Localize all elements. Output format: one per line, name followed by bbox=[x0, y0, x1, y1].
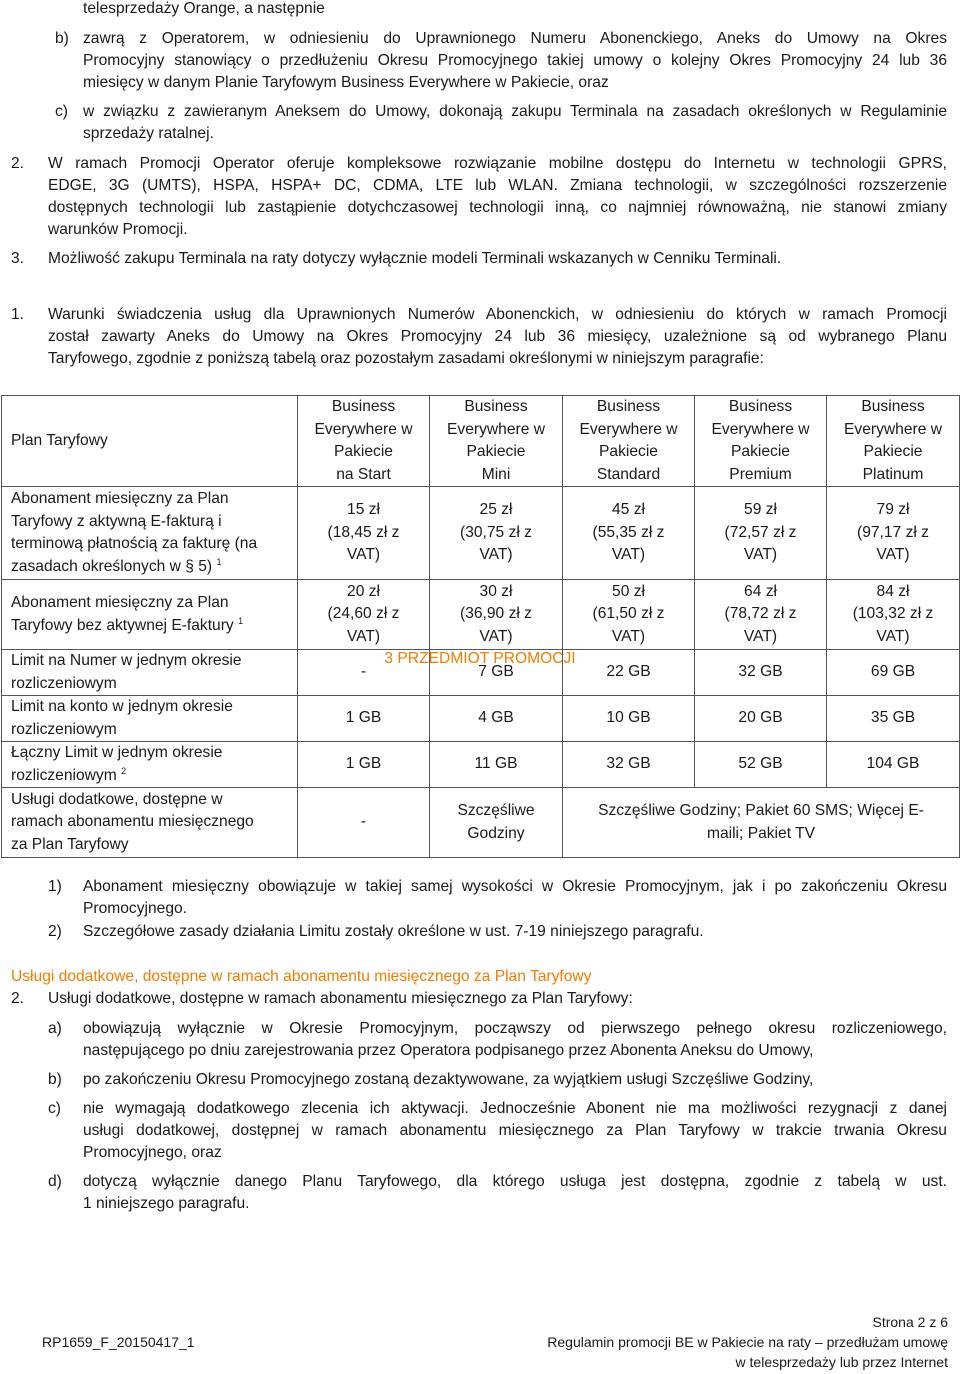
footer-title-1: Regulamin promocji BE w Pakiecie na raty – przedłużam umowę bbox=[547, 1334, 948, 1350]
value-cell: 32 GB bbox=[563, 742, 695, 788]
price-cell bbox=[695, 487, 827, 580]
price-vat: VAT) bbox=[743, 546, 778, 564]
table-row-limit-total bbox=[2, 742, 960, 788]
price-net: 30 zł bbox=[479, 582, 513, 600]
services-line: maili; Pakiet TV bbox=[706, 824, 816, 842]
point-2b-marker: 2. bbox=[11, 990, 25, 1007]
table-header-row bbox=[2, 396, 960, 487]
plan-line: Everywhere w bbox=[447, 420, 545, 438]
point-2-line-1: W ramach Promocji Operator oferuje kompleksowe rozwiązanie mobilne dostępu do Internetu w technologii GPRS, bbox=[48, 155, 947, 172]
value-cell: 10 GB bbox=[563, 696, 695, 742]
list-b-line-1: zawrą z Operatorem, w odniesieniu do Uprawnionego Numeru Abonenckiego, Aneks do Umowy na Okres bbox=[83, 30, 947, 47]
price-gross: (61,50 zł z bbox=[592, 605, 665, 623]
price-gross: (36,90 zł z bbox=[460, 605, 532, 623]
item-c-marker: c) bbox=[48, 1100, 61, 1117]
value-cell: 11 GB bbox=[430, 742, 563, 788]
price-cell bbox=[563, 580, 695, 650]
row-label-line: zasadach określonych w § 5) bbox=[11, 557, 213, 575]
value-cell: - bbox=[298, 650, 430, 696]
section-heading: 3 PRZEDMIOT PROMOCJI bbox=[384, 650, 576, 667]
services-line: Godziny bbox=[467, 824, 525, 842]
price-cell bbox=[430, 580, 563, 650]
footnote-1-line-2: Promocyjnego. bbox=[83, 900, 188, 917]
value-cell: 32 GB bbox=[695, 650, 827, 696]
value-cell: 7 GB bbox=[430, 650, 563, 696]
table-row-extra-services bbox=[2, 788, 960, 858]
services-line: Szczęśliwe bbox=[457, 802, 535, 819]
plan-line: Everywhere w bbox=[844, 420, 942, 438]
header-label-cell bbox=[2, 396, 298, 487]
plans-table bbox=[1, 395, 960, 858]
item-a-marker: a) bbox=[48, 1020, 62, 1037]
value-cell: - bbox=[298, 788, 430, 858]
plan-line: Mini bbox=[481, 465, 511, 483]
plan-name-cell bbox=[298, 396, 430, 487]
list-c-line-1: w związku z zawieranym Aneksem do Umowy, dokonają zakupu Terminala na zasadach określonych w Regulaminie bbox=[83, 103, 947, 120]
footnote-2-line-1: Szczegółowe zasady działania Limitu zostały określone w ust. 7-19 niniejszego paragrafu. bbox=[83, 923, 704, 940]
plan-line: Premium bbox=[729, 465, 792, 483]
price-cell bbox=[430, 487, 563, 580]
row-label-line: rozliczeniowym bbox=[11, 674, 117, 692]
price-gross: (97,17 zł z bbox=[857, 523, 929, 541]
row-label-cell bbox=[2, 742, 298, 788]
plan-line: Business bbox=[861, 398, 925, 415]
item-b-marker: b) bbox=[48, 1071, 62, 1088]
footer-code: RP1659_F_20150417_1 bbox=[42, 1334, 195, 1350]
plan-line: Pakiecie bbox=[466, 443, 526, 460]
row-label-line: Taryfowy z aktywną E-fakturą i bbox=[11, 512, 222, 530]
footnote-1-line-1: Abonament miesięczny obowiązuje w takiej samej wysokości w Okresie Promocyjnym, jak i po zakończeniu Okresu bbox=[83, 878, 947, 895]
services-subheading: Usługi dodatkowe, dostępne w ramach abonamentu miesięcznego za Plan Taryfowy bbox=[11, 968, 592, 985]
price-vat: VAT) bbox=[346, 627, 381, 645]
section-point-1-line-1: Warunki świadczenia usług dla Uprawnionych Numerów Abonenckich, w odniesieniu do których w ramach Promocji bbox=[48, 306, 947, 323]
row-label-cell bbox=[2, 487, 298, 580]
row-label-cell bbox=[2, 788, 298, 858]
value-cell: 22 GB bbox=[563, 650, 695, 696]
row-label-line: Usługi dodatkowe, dostępne w bbox=[11, 790, 223, 808]
section-point-1-line-3: Taryfowego, zgodnie z poniższą tabelą oraz pozostałym zasadami określonymi w niniejszym paragrafie: bbox=[48, 350, 764, 367]
plan-name-cell bbox=[430, 396, 563, 487]
plan-line: Pakiecie bbox=[863, 443, 923, 460]
value-cell: 1 GB bbox=[298, 696, 430, 742]
footnote-2-marker: 2) bbox=[48, 923, 62, 940]
price-vat: VAT) bbox=[743, 627, 778, 645]
price-net: 25 zł bbox=[479, 501, 513, 519]
item-d-line-1: dotyczą wyłącznie danego Planu Taryfowego, dla którego usługa jest dostępna, zgodnie z tabelą w ust. bbox=[83, 1173, 947, 1190]
plan-line: Pakiecie bbox=[599, 443, 658, 460]
price-cell bbox=[298, 487, 430, 580]
point-2b-text: Usługi dodatkowe, dostępne w ramach abonamentu miesięcznego za Plan Taryfowy: bbox=[48, 990, 633, 1007]
item-d-marker: d) bbox=[48, 1173, 62, 1190]
price-gross: (78,72 zł z bbox=[724, 605, 797, 623]
point-2-marker: 2. bbox=[11, 155, 25, 172]
row-label-cell bbox=[2, 696, 298, 742]
row-label-line: Taryfowy bez aktywnej E-faktury bbox=[11, 616, 234, 634]
value-cell: 69 GB bbox=[827, 650, 960, 696]
footer-page: Strona 2 z 6 bbox=[872, 1314, 948, 1330]
price-net: 84 zł bbox=[876, 582, 910, 600]
row-label-line: Limit na konto w jednym okresie bbox=[11, 698, 233, 715]
price-cell bbox=[827, 487, 960, 580]
plan-line: Platinum bbox=[862, 465, 924, 483]
price-net: 64 zł bbox=[744, 582, 777, 600]
price-gross: (72,57 zł z bbox=[724, 523, 797, 541]
item-d-line-2: 1 niniejszego paragrafu. bbox=[83, 1195, 250, 1212]
value-cell: 104 GB bbox=[827, 742, 960, 788]
price-net: 20 zł bbox=[347, 582, 380, 600]
item-b-line-1: po zakończeniu Okresu Promocyjnego zostaną dezaktywowane, za wyjątkiem usługi Szczęśliwe Godziny, bbox=[83, 1071, 814, 1088]
top-fragment: telesprzedaży Orange, a następnie bbox=[83, 0, 325, 17]
footnote-ref: 1 bbox=[216, 556, 222, 567]
value-cell: 1 GB bbox=[298, 742, 430, 788]
row-label-line: Limit na Numer w jednym okresie bbox=[11, 652, 242, 669]
point-2-line-4: warunków Promocji. bbox=[48, 221, 188, 238]
point-3-text: Możliwość zakupu Terminala na raty dotyczy wyłącznie modeli Terminali wskazanych w Cenniku Terminali. bbox=[48, 250, 782, 267]
price-gross: (103,32 zł z bbox=[852, 605, 934, 623]
price-vat: VAT) bbox=[346, 546, 381, 564]
price-gross: (30,75 zł z bbox=[460, 523, 532, 541]
row-label-cell bbox=[2, 580, 298, 650]
item-c-line-2: usługi dodatkowej, dostępnej w ramach abonamentu miesięcznego za Plan Taryfowy w trakcie trwania Okresu bbox=[83, 1122, 947, 1139]
value-cell: 35 GB bbox=[827, 696, 960, 742]
row-label-line: rozliczeniowym bbox=[11, 766, 117, 784]
price-vat: VAT) bbox=[611, 546, 646, 564]
point-2-line-3: dostępnych technologii lub zastąpienie dotychczasowej technologii inną, co najmniej równoważną, nie stanowi zmiany bbox=[48, 199, 947, 216]
price-cell bbox=[827, 580, 960, 650]
table-row-limit-number bbox=[2, 650, 960, 696]
list-marker-c: c) bbox=[55, 103, 68, 120]
row-label-line: rozliczeniowym bbox=[11, 720, 117, 738]
services-line: Szczęśliwe Godziny; Pakiet 60 SMS; Więcej E- bbox=[598, 802, 924, 819]
price-vat: VAT) bbox=[876, 627, 910, 645]
plan-line: Business bbox=[464, 398, 528, 415]
item-a-line-2: następującego po dniu zarejestrowania przez Operatora podpisanego przez Abonenta Aneksu do Umowy, bbox=[83, 1042, 814, 1059]
plan-line: Everywhere w bbox=[579, 420, 678, 438]
price-cell bbox=[298, 580, 430, 650]
price-cell bbox=[695, 580, 827, 650]
price-net: 50 zł bbox=[612, 582, 645, 600]
price-vat: VAT) bbox=[479, 627, 513, 645]
price-gross: (18,45 zł z bbox=[327, 523, 400, 541]
plan-line: Business bbox=[596, 398, 661, 415]
row-label-line: za Plan Taryfowy bbox=[11, 835, 129, 853]
list-marker-b: b) bbox=[55, 30, 69, 47]
price-net: 15 zł bbox=[347, 501, 380, 519]
plan-line: na Start bbox=[336, 465, 391, 483]
item-c-line-1: nie wymagają dodatkowego zlecenia ich aktywacji. Jednocześnie Abonent nie ma możliwości rezygnacji z danej bbox=[83, 1100, 947, 1117]
price-net: 79 zł bbox=[876, 501, 910, 519]
item-a-line-1: obowiązują wyłącznie w Okresie Promocyjnym, począwszy od pierwszego pełnego okresu rozliczeniowego, bbox=[83, 1020, 947, 1037]
footnote-1-marker: 1) bbox=[48, 878, 62, 895]
plan-line: Business bbox=[728, 398, 793, 415]
plan-line: Pakiecie bbox=[334, 443, 393, 460]
row-label-line: terminową płatnością za fakturę (na bbox=[11, 535, 258, 552]
row-label-line: Łączny Limit w jednym okresie bbox=[11, 744, 223, 761]
section-point-1-line-2: został zawarty Aneks do Umowy na Okres Promocyjny 24 lub 36 miesięcy, uzależnione są od wybranego Planu bbox=[48, 328, 947, 345]
row-label-line: Abonament miesięczny za Plan bbox=[11, 490, 229, 507]
plan-name-cell bbox=[695, 396, 827, 487]
list-b-line-3: miesięcy w danym Planie Taryfowym Business Everywhere w Pakiecie, oraz bbox=[83, 74, 609, 91]
price-vat: VAT) bbox=[876, 546, 910, 564]
plan-line: Business bbox=[331, 398, 396, 415]
footnote-ref: 2 bbox=[121, 765, 127, 776]
table-row-limit-account bbox=[2, 696, 960, 742]
plan-label: Plan Taryfowy bbox=[11, 431, 108, 449]
price-net: 59 zł bbox=[744, 501, 777, 519]
footer-title-2: w telesprzedaży lub przez Internet bbox=[735, 1354, 948, 1370]
row-label-cell bbox=[2, 650, 298, 696]
row-label-line: Abonament miesięczny za Plan bbox=[11, 594, 229, 611]
list-c-line-2: sprzedaży ratalnej. bbox=[83, 125, 214, 142]
point-2-line-2: EDGE, 3G (UMTS), HSPA, HSPA+ DC, CDMA, LTE lub WLAN. Zmiana technologii, w szczególności rozszerzenie bbox=[48, 177, 947, 194]
table-row-fee-efaktura bbox=[2, 487, 960, 580]
footnote-ref: 1 bbox=[238, 615, 244, 626]
services-merged-cell bbox=[563, 788, 960, 858]
value-cell: 4 GB bbox=[430, 696, 563, 742]
item-c-line-3: Promocyjnego, oraz bbox=[83, 1144, 222, 1161]
list-b-line-2: Promocyjny stanowiący o przedłużeniu Okresu Promocyjnego takiej umowy o kolejny Okres Promocyjny 24 lub 36 bbox=[83, 52, 947, 69]
section-point-1-marker: 1. bbox=[11, 306, 25, 323]
row-label-line: ramach abonamentu miesięcznego bbox=[11, 813, 254, 831]
value-cell: 52 GB bbox=[695, 742, 827, 788]
plan-line: Standard bbox=[596, 465, 661, 483]
services-cell bbox=[430, 788, 563, 858]
price-net: 45 zł bbox=[612, 501, 645, 519]
table-row-fee-no-efaktura bbox=[2, 580, 960, 650]
plan-name-cell bbox=[563, 396, 695, 487]
plan-name-cell bbox=[827, 396, 960, 487]
price-cell bbox=[563, 487, 695, 580]
value-cell: 20 GB bbox=[695, 696, 827, 742]
price-vat: VAT) bbox=[479, 546, 513, 564]
point-3-marker: 3. bbox=[11, 250, 25, 267]
price-vat: VAT) bbox=[611, 627, 646, 645]
price-gross: (24,60 zł z bbox=[327, 605, 400, 623]
plan-line: Everywhere w bbox=[314, 420, 413, 438]
plan-line: Pakiecie bbox=[731, 443, 790, 460]
plan-line: Everywhere w bbox=[711, 420, 810, 438]
price-gross: (55,35 zł z bbox=[592, 523, 665, 541]
